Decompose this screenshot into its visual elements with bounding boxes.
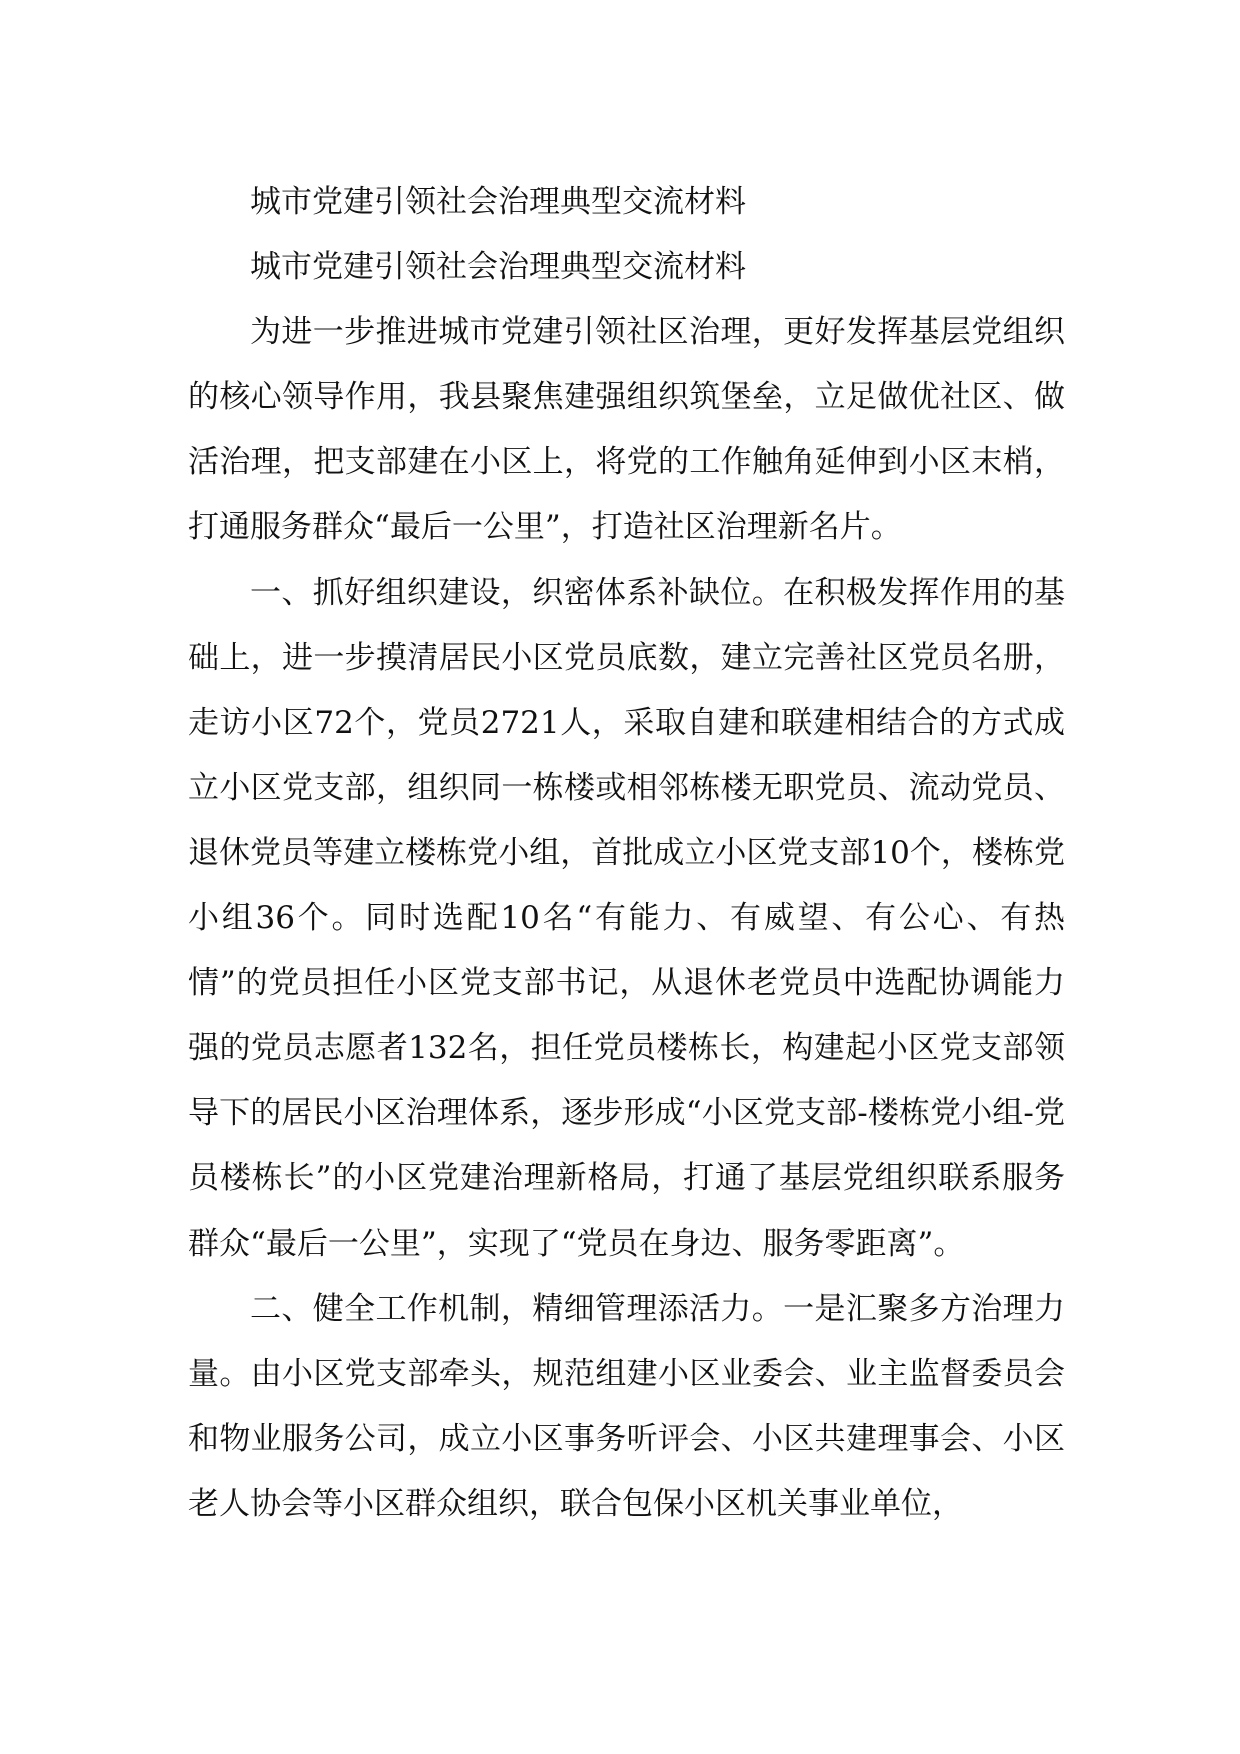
document-body xyxy=(188,170,1065,1537)
paragraph-intro: 为进一步推进城市党建引领社区治理，更好发挥基层党组织的核心领导作用，我县聚焦建强组织筑堡垒，立足做优社区、做活治理，把支部建在小区上，将党的工作触角延伸到小区末梢，打通服务群众“最后一公里”，打造社区治理新名片。 xyxy=(188,314,1065,546)
document-title: 城市党建引领社会治理典型交流材料 xyxy=(250,184,746,220)
document-subtitle: 城市党建引领社会治理典型交流材料 xyxy=(250,249,746,286)
paragraph-section-one: 一、抓好组织建设，织密体系补缺位。在积极发挥作用的基础上，进一步摸清居民小区党员底数，建立完善社区党员名册，走访小区72个，党员2721人，采取自建和联建相结合的方式成立小区党支部，组织同一栋楼或相邻栋楼无职党员、流动党员、退休党员等建立楼栋党小组，首批成立小区党支部10个，楼栋党小组36个。同时选配10名“有能力、有威望、有公心、有热情”的党员担任小区党支部书记，从退休老党员中选配协调能力强的党员志愿者132名，担任党员楼栋长，构建起小区党支部领导下的居民小区治理体系，逐步形成“小区党支部-楼栋党小组-党员楼栋长”的小区党建治理新格局，打通了基层党组织联系服务群众“最后一公里”，实现了“党员在身边、服务零距离”。 xyxy=(188,574,1065,1262)
paragraph-section-two: 二、健全工作机制，精细管理添活力。一是汇聚多方治理力量。由小区党支部牵头，规范组建小区业委会、业主监督委员会和物业服务公司，成立小区事务听评会、小区共建理事会、小区老人协会等小区群众组织，联合包保小区机关事业单位， xyxy=(188,1290,1065,1522)
